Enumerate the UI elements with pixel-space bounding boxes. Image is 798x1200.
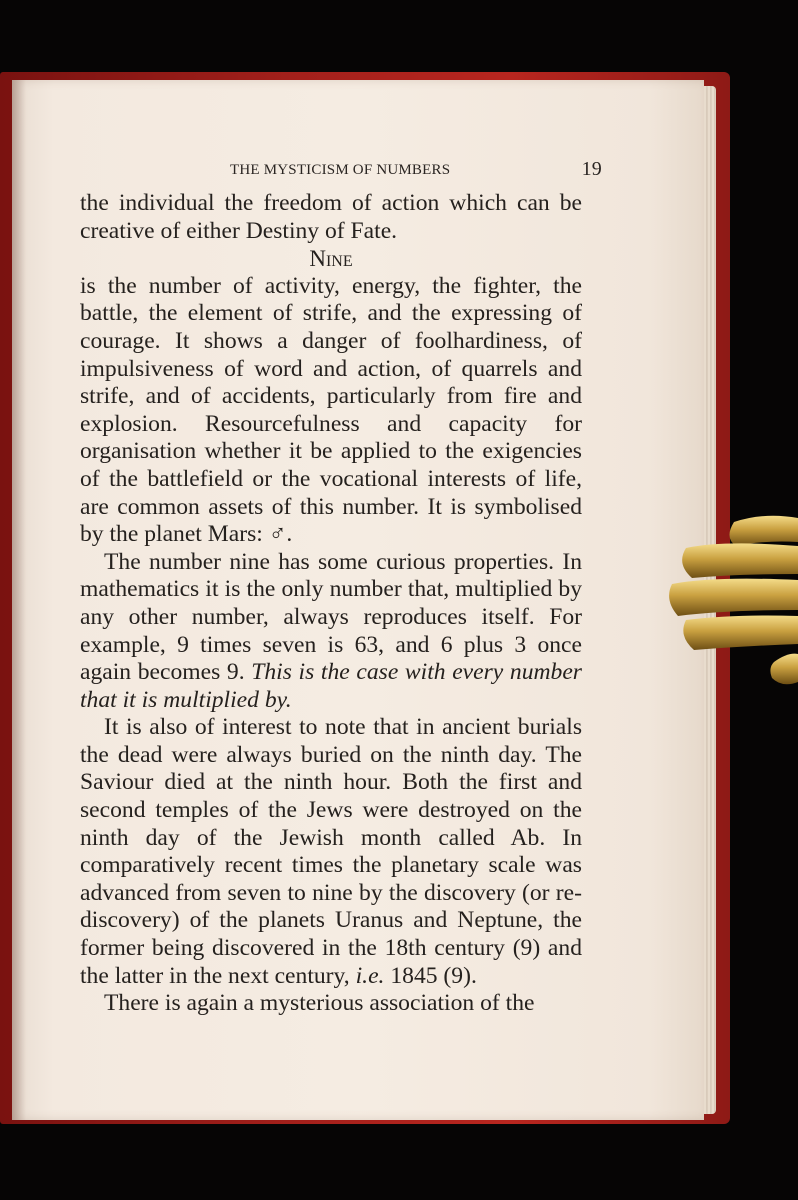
book-page xyxy=(12,80,704,1120)
section-heading: Nine xyxy=(309,246,353,272)
paragraph-4-end: 1845 (9). xyxy=(390,962,477,989)
brass-hand-page-holder xyxy=(664,512,798,692)
paragraph-3-text: The number nine has some curious properties. In mathematics it is the only number that, multiplied by any other number, always reproduces itself. For example, 9 times seven is 63, and 6 plus 3 once again becomes 9. xyxy=(80,548,582,686)
body-text xyxy=(80,190,582,1018)
running-head xyxy=(230,158,602,182)
paragraph-1: the individual the freedom of action which can be creative of either Destiny of Fate. xyxy=(80,190,582,244)
paragraph-3-italic: This is the case with every number that it is multiplied by. xyxy=(80,659,582,713)
gutter-shadow xyxy=(12,80,26,1120)
paragraph-4-text: It is also of interest to note that in ancient burials the dead were always buried on the ninth day. The Saviour died at the ninth hour. Both the first and second temples of the Jews were destroyed on the ninth day of the Jewish month called Ab. In comparatively recent times the planetary scale was advanced from seven to nine by the discovery (or re-discovery) of the planets Uranus and Neptune, the former being discovered in the 18th century (9) and the latter in the next century, xyxy=(80,714,582,989)
paragraph-2: is the number of activity, energy, the fighter, the battle, the element of strife, and the expressing of courage. It shows a danger of foolhardiness, of impulsiveness of word and action, of quarrels and strife, and of accidents, particularly from fire and explosion. Resourcefulness and capacity for organisation whether it be applied to the exigencies of the battlefield or the vocational interests of life, are common assets of this number. It is symbolised by the planet Mars: ♂. xyxy=(80,272,582,548)
paragraph-4-italic: i.e. xyxy=(355,962,385,989)
paragraph-3 xyxy=(80,549,582,715)
running-head-title: THE MYSTICISM OF NUMBERS xyxy=(230,162,451,178)
paragraph-4 xyxy=(80,714,582,990)
paragraph-5: There is again a mysterious association of the xyxy=(104,990,535,1017)
page-number: 19 xyxy=(581,158,602,180)
